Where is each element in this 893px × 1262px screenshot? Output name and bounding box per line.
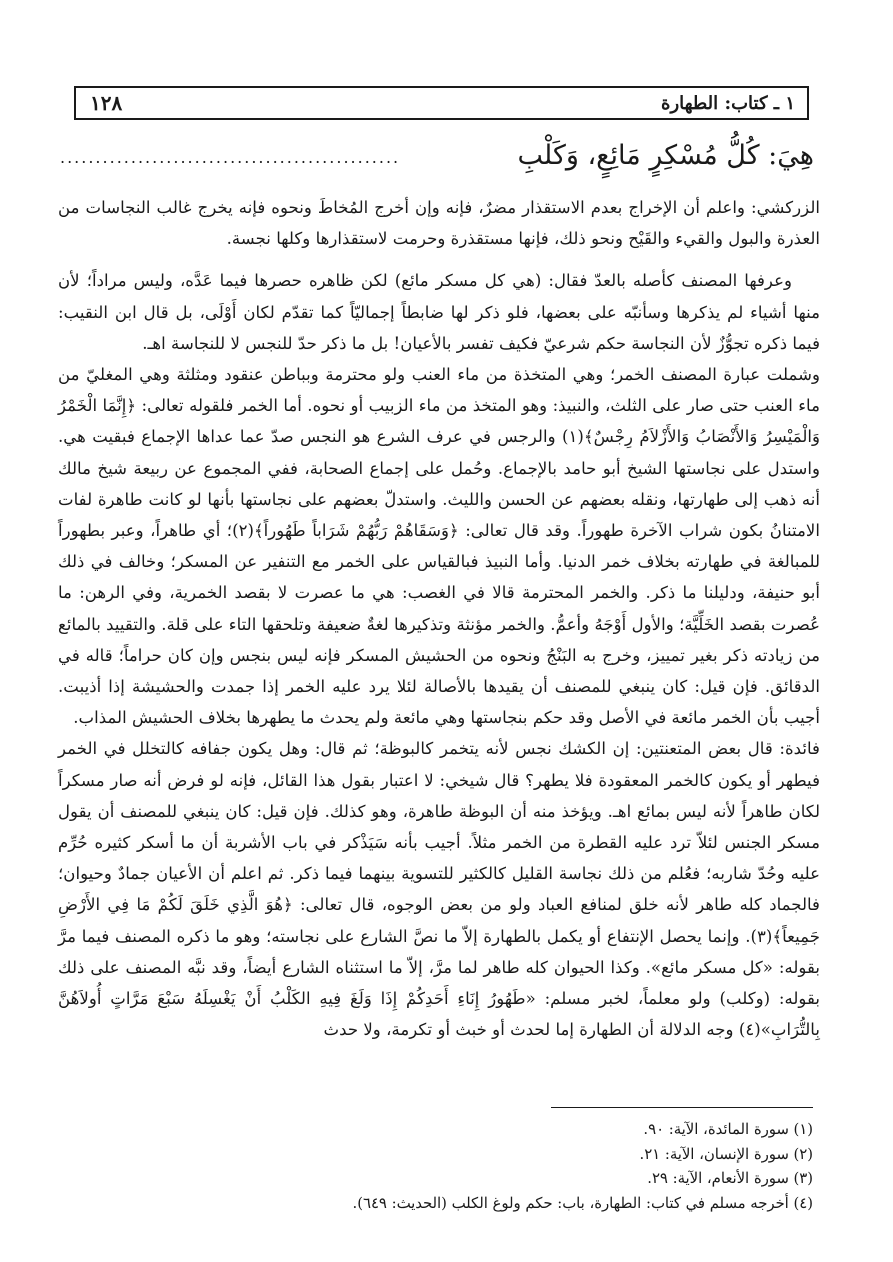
section-title: ١ ـ كتاب: الطهارة (661, 93, 795, 114)
footnotes (260, 1118, 813, 1216)
footnote-1: (١) سورة المائدة، الآية: ٩٠. (643, 1121, 813, 1138)
footnote-2: (٢) سورة الإنسان، الآية: ٢١. (639, 1145, 813, 1163)
page-header (74, 86, 809, 120)
commentary-body (58, 192, 820, 1045)
paragraph-khamr: وشملت عبارة المصنف الخمر؛ وهي المتخذة من ماء العنب ولو محترمة وبباطن عنقود ومثلثة وهي المغليّ من ماء العنب حتى صار على الثلث، والنبيذ: وهو المتخذ من ماء الزبيب أو نحوه. أما الخمر فلقوله تعالى: ﴿إِنَّمَا الْخَمْرُ وَالْمَيْسِرُ وَالأَنْصَابُ وَالأَزْلاَمُ رِجْسٌ﴾(١) والرجس في عرف الشرع هو النجس صدّ عما عداها الإجماع فبقيت هي. واستدل على نجاستها الشيخ أبو حامد بالإجماع. وحُمل على إجماع الصحابة، ففي المجموع عن ربيعة شيخ مالك أنه ذهب إلى طهارتها، ونقله بعضهم عن الحسن والليث. واستدلّ بعضهم على نجاستها بأنها لو كانت طاهرة لفات الامتنانُ بكون شراب الآخرة طهوراً. وقد قال تعالى: ﴿وَسَقَاهُمْ رَبُّهُمْ شَرَاباً طَهُوراً﴾(٢)؛ أي طاهراً، وعبر بطهوراً للمبالغة في طهارته بخلاف خمر الدنيا. وأما النبيذ فبالقياس على الخمر مع التنفير عن المسكر؛ وخالف في ذلك أبو حنيفة، ودليلنا ما ذكر. والخمر المحترمة قالا في الغصب: هي ما عصرت لا بقصد الخمرية، وفي الرهن: ما عُصرت بقصد الخَلِّيَّة؛ والأول أَوْجَهُ وأعمُّ. والخمر مؤنثة وتذكيرها لغةٌ ضعيفة وتلحقها التاء على قلة. والتقييد بالمائع من زيادته ذكر بغير تمييز، وخرج به البَنْجُ ونحوه من الحشيش المسكر فإنه ليس بنجس وإن كان حراماً؛ قاله في الدقائق. فإن قيل: كان ينبغي للمصنف أن يقيدها بالأصالة لئلا يرد عليه الخمر إذا جمدت والحشيشة إذا أذيبت. أجيب بأن الخمر مائعة في الأصل وقد حكم بنجاستها وهي مائعة ولم يحدث ما يطهرها بخلاف الحشيش المذاب. (58, 365, 821, 728)
paragraph-faida: فائدة: قال بعض المتعنتين: إن الكشك نجس لأنه يتخمر كالبوظة؛ ثم قال: وهل يكون جفافه كالتخلل في الخمر فيطهر أو يكون كالخمر المعقودة فلا يطهر؟ قال شيخي: لا اعتبار بقول هذا القائل، فإنه لو فرض أنه صار مسكراً لكان طاهراً لأنه ليس بمائع اهـ. ويؤخذ منه أن البوظة طاهرة، وهو كذلك. فإن قيل: كان ينبغي للمصنف أن يقول مسكر الجنس لئلاّ ترد عليه القطرة من الخمر مثلاً. أجيب بأنه سَيَذْكر في باب الأشربة أن ما أسكر كثيره حُرِّم عليه وحُدّ شاربه؛ فعُلم من ذلك نجاسة القليل كالكثير للتسوية بينهما فيما ذكر. ثم اعلم أن الأعيان جمادٌ وحيوان؛ فالجماد كله طاهر لأنه خلق لمنافع العباد ولو من بعض الوجوه، قال تعالى: ﴿هُوَ الَّذِي خَلَقَ لَكُمْ مَا فِي الأَرْضِ جَمِيعاً﴾(٣). وإنما يحصل الإنتفاع أو يكمل بالطهارة إلاّ ما نصَّ الشارع على نجاسته؛ وهو ما ذكره المصنف فيما مرَّ بقوله: «كل مسكر مائع». وكذا الحيوان كله طاهر لما مرَّ، إلاّ ما استثناه الشارع أيضاً، وقد نبَّه المصنف على ذلك بقوله: (وكلب) ولو معلماً، لخبر مسلم: «طَهُورُ إِنَاءِ أَحَدِكُمْ إِذَا وَلَغَ فِيهِ الكَلْبُ أَنْ يَغْسِلَهُ سَبْعَ مَرَّاتٍ أُولاَهُنَّ بِالتُّرَابِ»(٤) وجه الدلالة أن الطهارة إما لحدث أو خبث أو تكرمة، ولا حدث (58, 739, 820, 1040)
paragraph-definition: وعرفها المصنف كأصله بالعدّ فقال: (هي كل مسكر مائع) لكن ظاهره حصرها فيما عَدَّه، وليس مراداً؛ لأن منها أشياء لم يذكرها وسأنبّه على بعضها، فلو ذكر لها ضابطاً إجماليّاً كما تقدّم لكان أَوْلَى، بل قال ابن النقيب: فيما ذكره تجوُّزٌ لأن النجاسة حكم شرعيّ فكيف تفسر بالأعيان! بل ما ذكر حدّ للنجس لا للنجاسة اهـ. (58, 271, 820, 353)
dotted-leader: ................................................ (60, 148, 401, 167)
matn-verse: هِيَ: كُلُّ مُسْكِرٍ مَائِعٍ، وَكَلْبِ (517, 140, 814, 171)
footnote-separator (551, 1107, 813, 1108)
footnote-4: (٤) أخرجه مسلم في كتاب: الطهارة، باب: حكم ولوغ الكلب (الحديث: ٦٤٩). (352, 1194, 813, 1212)
paragraph-zarkashi: الزركشي: واعلم أن الإخراج بعدم الاستقذار مضرٌ، فإنه وإن أخرج المُخاطَ ونحوه فإنه يخرج غالب النجاسات من العذرة والبول والقيء والقَيْح ونحو ذلك، فإنها مستقذرة وحرمت لاستقذارها وكلها نجسة. (58, 198, 820, 249)
page-number: ١٢٨ (90, 91, 123, 115)
matn-verse-line (58, 140, 818, 182)
footnote-3: (٣) سورة الأنعام، الآية: ٢٩. (647, 1170, 813, 1187)
